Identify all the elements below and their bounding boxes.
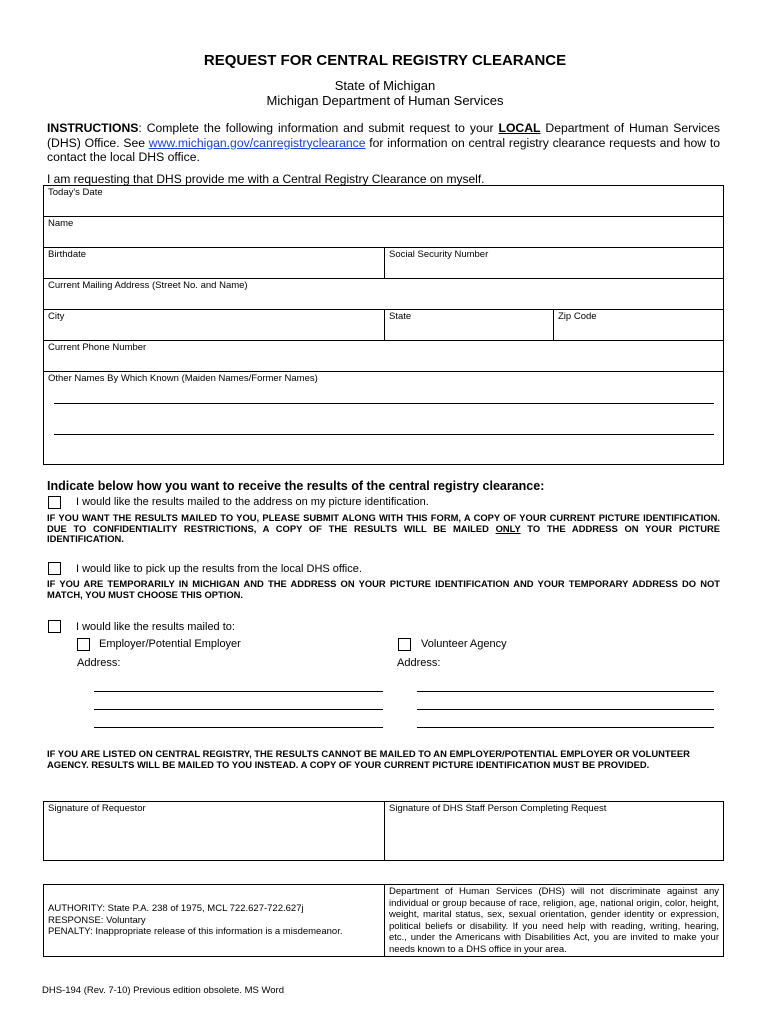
ssn-field[interactable]: [385, 248, 724, 279]
authority-text: AUTHORITY: State P.A. 238 of 1975, MCL 722.627-722.627j: [48, 903, 304, 915]
city-field[interactable]: [44, 310, 385, 341]
requestor-signature-label: Signature of Requestor: [48, 803, 146, 814]
volunteer-address-line-1[interactable]: [417, 691, 714, 692]
state-name: State of Michigan: [334, 78, 436, 93]
request-statement: I am requesting that DHS provide me with a Central Registry Clearance on myself.: [47, 172, 485, 186]
mailing-address-field[interactable]: [44, 279, 724, 310]
nondiscrimination-cell: [385, 885, 724, 957]
mailing-address-label: Current Mailing Address (Street No. and Name): [48, 280, 248, 291]
phone-label: Current Phone Number: [48, 342, 147, 353]
other-names-line-1[interactable]: [54, 403, 714, 404]
city-label: City: [48, 311, 65, 322]
applicant-info-table: [43, 185, 724, 465]
form-footer: DHS-194 (Rev. 7-10) Previous edition obsolete. MS Word: [42, 985, 285, 996]
state-label: State: [389, 311, 412, 322]
mail-to-id-label: I would like the results mailed to the address on my picture identification.: [76, 496, 429, 508]
employer-address-line-2[interactable]: [94, 709, 383, 710]
nondiscrimination-text: Department of Human Services (DHS) will not discriminate against any individual or group because of race, religion, age, national origin, color, height, weight, marital status, sex, sexual orientation, gender identity or expression, political beliefs or disability. If you need help with reading, writing, hearing, etc., under the Americans with Disabilities Act, you are invited to make your needs known to a DHS office in your area.: [389, 886, 719, 955]
other-names-label: Other Names By Which Known (Maiden Names/Former Names): [48, 373, 318, 384]
todays-date-label: Today's Date: [48, 187, 103, 198]
employer-checkbox[interactable]: [77, 638, 90, 651]
instructions-text-3: for information on central registry clearance requests and how to contact the local DHS office.: [47, 135, 720, 164]
volunteer-agency-label: Volunteer Agency: [421, 638, 507, 650]
birthdate-field[interactable]: [44, 248, 385, 279]
signature-table: [43, 801, 724, 861]
employer-address-line-3[interactable]: [94, 727, 383, 728]
name-field[interactable]: [44, 217, 724, 248]
pickup-warning: IF YOU ARE TEMPORARILY IN MICHIGAN AND THE ADDRESS ON YOUR PICTURE IDENTIFICATION AND YOUR TEMPORARY ADDRESS DO NOT MATCH, YOU MUST CHOOSE THIS OPTION.: [47, 578, 720, 600]
instructions: [47, 121, 720, 165]
response-text: RESPONSE: Voluntary: [48, 914, 146, 926]
other-names-line-2[interactable]: [54, 434, 714, 435]
ssn-label: Social Security Number: [389, 249, 489, 260]
authority-cell: [44, 885, 385, 957]
employer-address-label: Address:: [77, 657, 121, 669]
instructions-text-2: Department of Human Services (DHS) Office. See: [47, 121, 720, 150]
other-names-field[interactable]: [44, 372, 724, 465]
employer-address-line-1[interactable]: [94, 691, 383, 692]
requestor-signature-field[interactable]: [44, 802, 385, 861]
pickup-label: I would like to pick up the results from the local DHS office.: [76, 563, 362, 575]
local-emphasis: LOCAL: [498, 121, 541, 135]
mail-to-third-party-label: I would like the results mailed to:: [76, 621, 235, 633]
zip-label: Zip Code: [558, 311, 597, 322]
volunteer-address-label: Address:: [397, 657, 441, 669]
birthdate-label: Birthdate: [48, 249, 87, 260]
mail-to-id-warning: [47, 513, 720, 545]
mail-to-id-checkbox[interactable]: [48, 496, 61, 509]
staff-signature-label: Signature of DHS Staff Person Completing Request: [389, 803, 607, 814]
staff-signature-field[interactable]: [385, 802, 724, 861]
results-heading: Indicate below how you want to receive the results of the central registry clearance:: [47, 479, 545, 493]
penalty-text: PENALTY: Inappropriate release of this information is a misdemeanor.: [48, 926, 343, 938]
volunteer-address-line-2[interactable]: [417, 709, 714, 710]
mail-warning-text-1: IF YOU WANT THE RESULTS MAILED TO YOU, PLEASE SUBMIT ALONG WITH THIS FORM, A COPY OF YOUR CURRENT PICTURE IDENTIFICATION. DUE TO CONFIDENTIALITY RESTRICTIONS, A COPY OF THE RESULTS WILL BE MAILED: [47, 512, 720, 534]
only-emphasis: ONLY: [495, 522, 521, 534]
zip-field[interactable]: [554, 310, 724, 341]
instructions-label: INSTRUCTIONS: [47, 121, 139, 135]
pickup-checkbox[interactable]: [48, 562, 61, 575]
mail-to-third-party-checkbox[interactable]: [48, 620, 61, 633]
state-field[interactable]: [385, 310, 554, 341]
form-title: REQUEST FOR CENTRAL REGISTRY CLEARANCE: [203, 52, 567, 69]
employer-label: Employer/Potential Employer: [99, 638, 241, 650]
volunteer-address-line-3[interactable]: [417, 727, 714, 728]
registry-warning: IF YOU ARE LISTED ON CENTRAL REGISTRY, THE RESULTS CANNOT BE MAILED TO AN EMPLOYER/POTENTIAL EMPLOYER OR VOLUNTEER AGENCY. RESULTS WILL BE MAILED TO YOU INSTEAD. A COPY OF YOUR CURRENT PICTURE IDENTIFICATION MUST BE PROVIDED.: [47, 748, 690, 770]
legal-table: [43, 884, 724, 957]
volunteer-agency-checkbox[interactable]: [398, 638, 411, 651]
department-name: Michigan Department of Human Services: [266, 93, 504, 108]
instructions-text-1: : Complete the following information and submit request to your: [138, 121, 499, 135]
registry-clearance-link[interactable]: www.michigan.gov/canregistryclearance: [148, 135, 366, 150]
phone-field[interactable]: [44, 341, 724, 372]
todays-date-field[interactable]: [44, 186, 724, 217]
mail-warning-text-2: TO THE ADDRESS ON YOUR PICTURE IDENTIFICATION.: [47, 522, 720, 545]
name-label: Name: [48, 218, 74, 229]
